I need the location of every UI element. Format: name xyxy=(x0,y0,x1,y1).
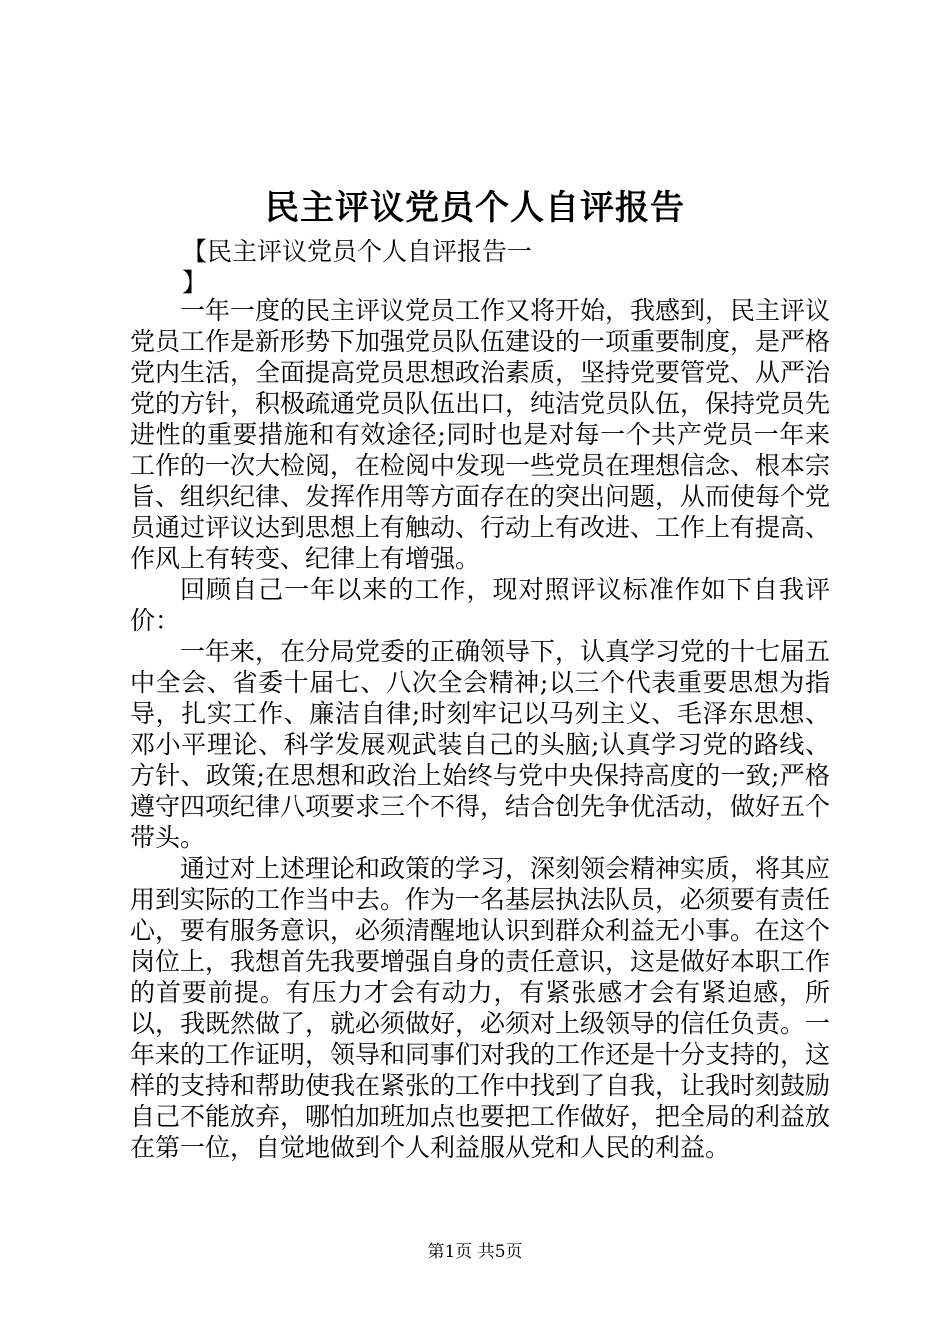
paragraph-1: 一年一度的民主评议党员工作又将开始，我感到，民主评议党员工作是新形势下加强党员队伍建设的一项重要制度，是严格党内生活，全面提高党员思想政治素质，坚持党要管党、从严治党的方针，积极疏通党员队伍出口，纯洁党员队伍，保持党员先进性的重要措施和有效途径;同时也是对每一个共产党员一年来工作的一次大检阅，在检阅中发现一些党员在理想信念、根本宗旨、组织纪律、发挥作用等方面存在的突出问题，从而使每个党员通过评议达到思想上有触动、行动上有改进、工作上有提高、作风上有转变、纪律上有增强。 xyxy=(130,296,831,573)
page-footer: 第1页 共5页 xyxy=(427,1242,523,1262)
paragraph-3: 一年来，在分局党委的正确领导下，认真学习党的十七届五中全会、省委十届七、八次全会精神;以三个代表重要思想为指导，扎实工作、廉洁自律;时刻牢记以马列主义、毛泽东思想、邓小平理论、科学发展观武装自己的头脑;认真学习党的路线、方针、政策;在思想和政治上始终与党中央保持高度的一致;严格遵守四项纪律八项要求三个不得，结合创先争优活动，做好五个带头。 xyxy=(130,637,831,852)
subtitle-line-2: 】 xyxy=(182,268,208,297)
document-title: 民主评议党员个人自评报告 xyxy=(265,188,685,228)
subtitle-line-1: 【民主评议党员个人自评报告一 xyxy=(182,237,533,266)
paragraph-4: 通过对上述理论和政策的学习，深刻领会精神实质，将其应用到实际的工作当中去。作为一名基层执法队员，必须要有责任心，要有服务意识，必须清醒地认识到群众利益无小事。在这个岗位上，我想首先我要增强自身的责任意识，这是做好本职工作的首要前提。有压力才会有动力，有紧张感才会有紧迫感，所以，我既然做了，就必须做好，必须对上级领导的信任负责。一年来的工作证明，领导和同事们对我的工作还是十分支持的，这样的支持和帮助使我在紧张的工作中找到了自我，让我时刻鼓励自己不能放弃，哪怕加班加点也要把工作做好，把全局的利益放在第一位，自觉地做到个人利益服从党和人民的利益。 xyxy=(130,854,831,1162)
document-body xyxy=(130,295,830,1163)
paragraph-2: 回顾自己一年以来的工作，现对照评议标准作如下自我评价： xyxy=(130,575,830,635)
document-subtitle xyxy=(182,236,582,298)
